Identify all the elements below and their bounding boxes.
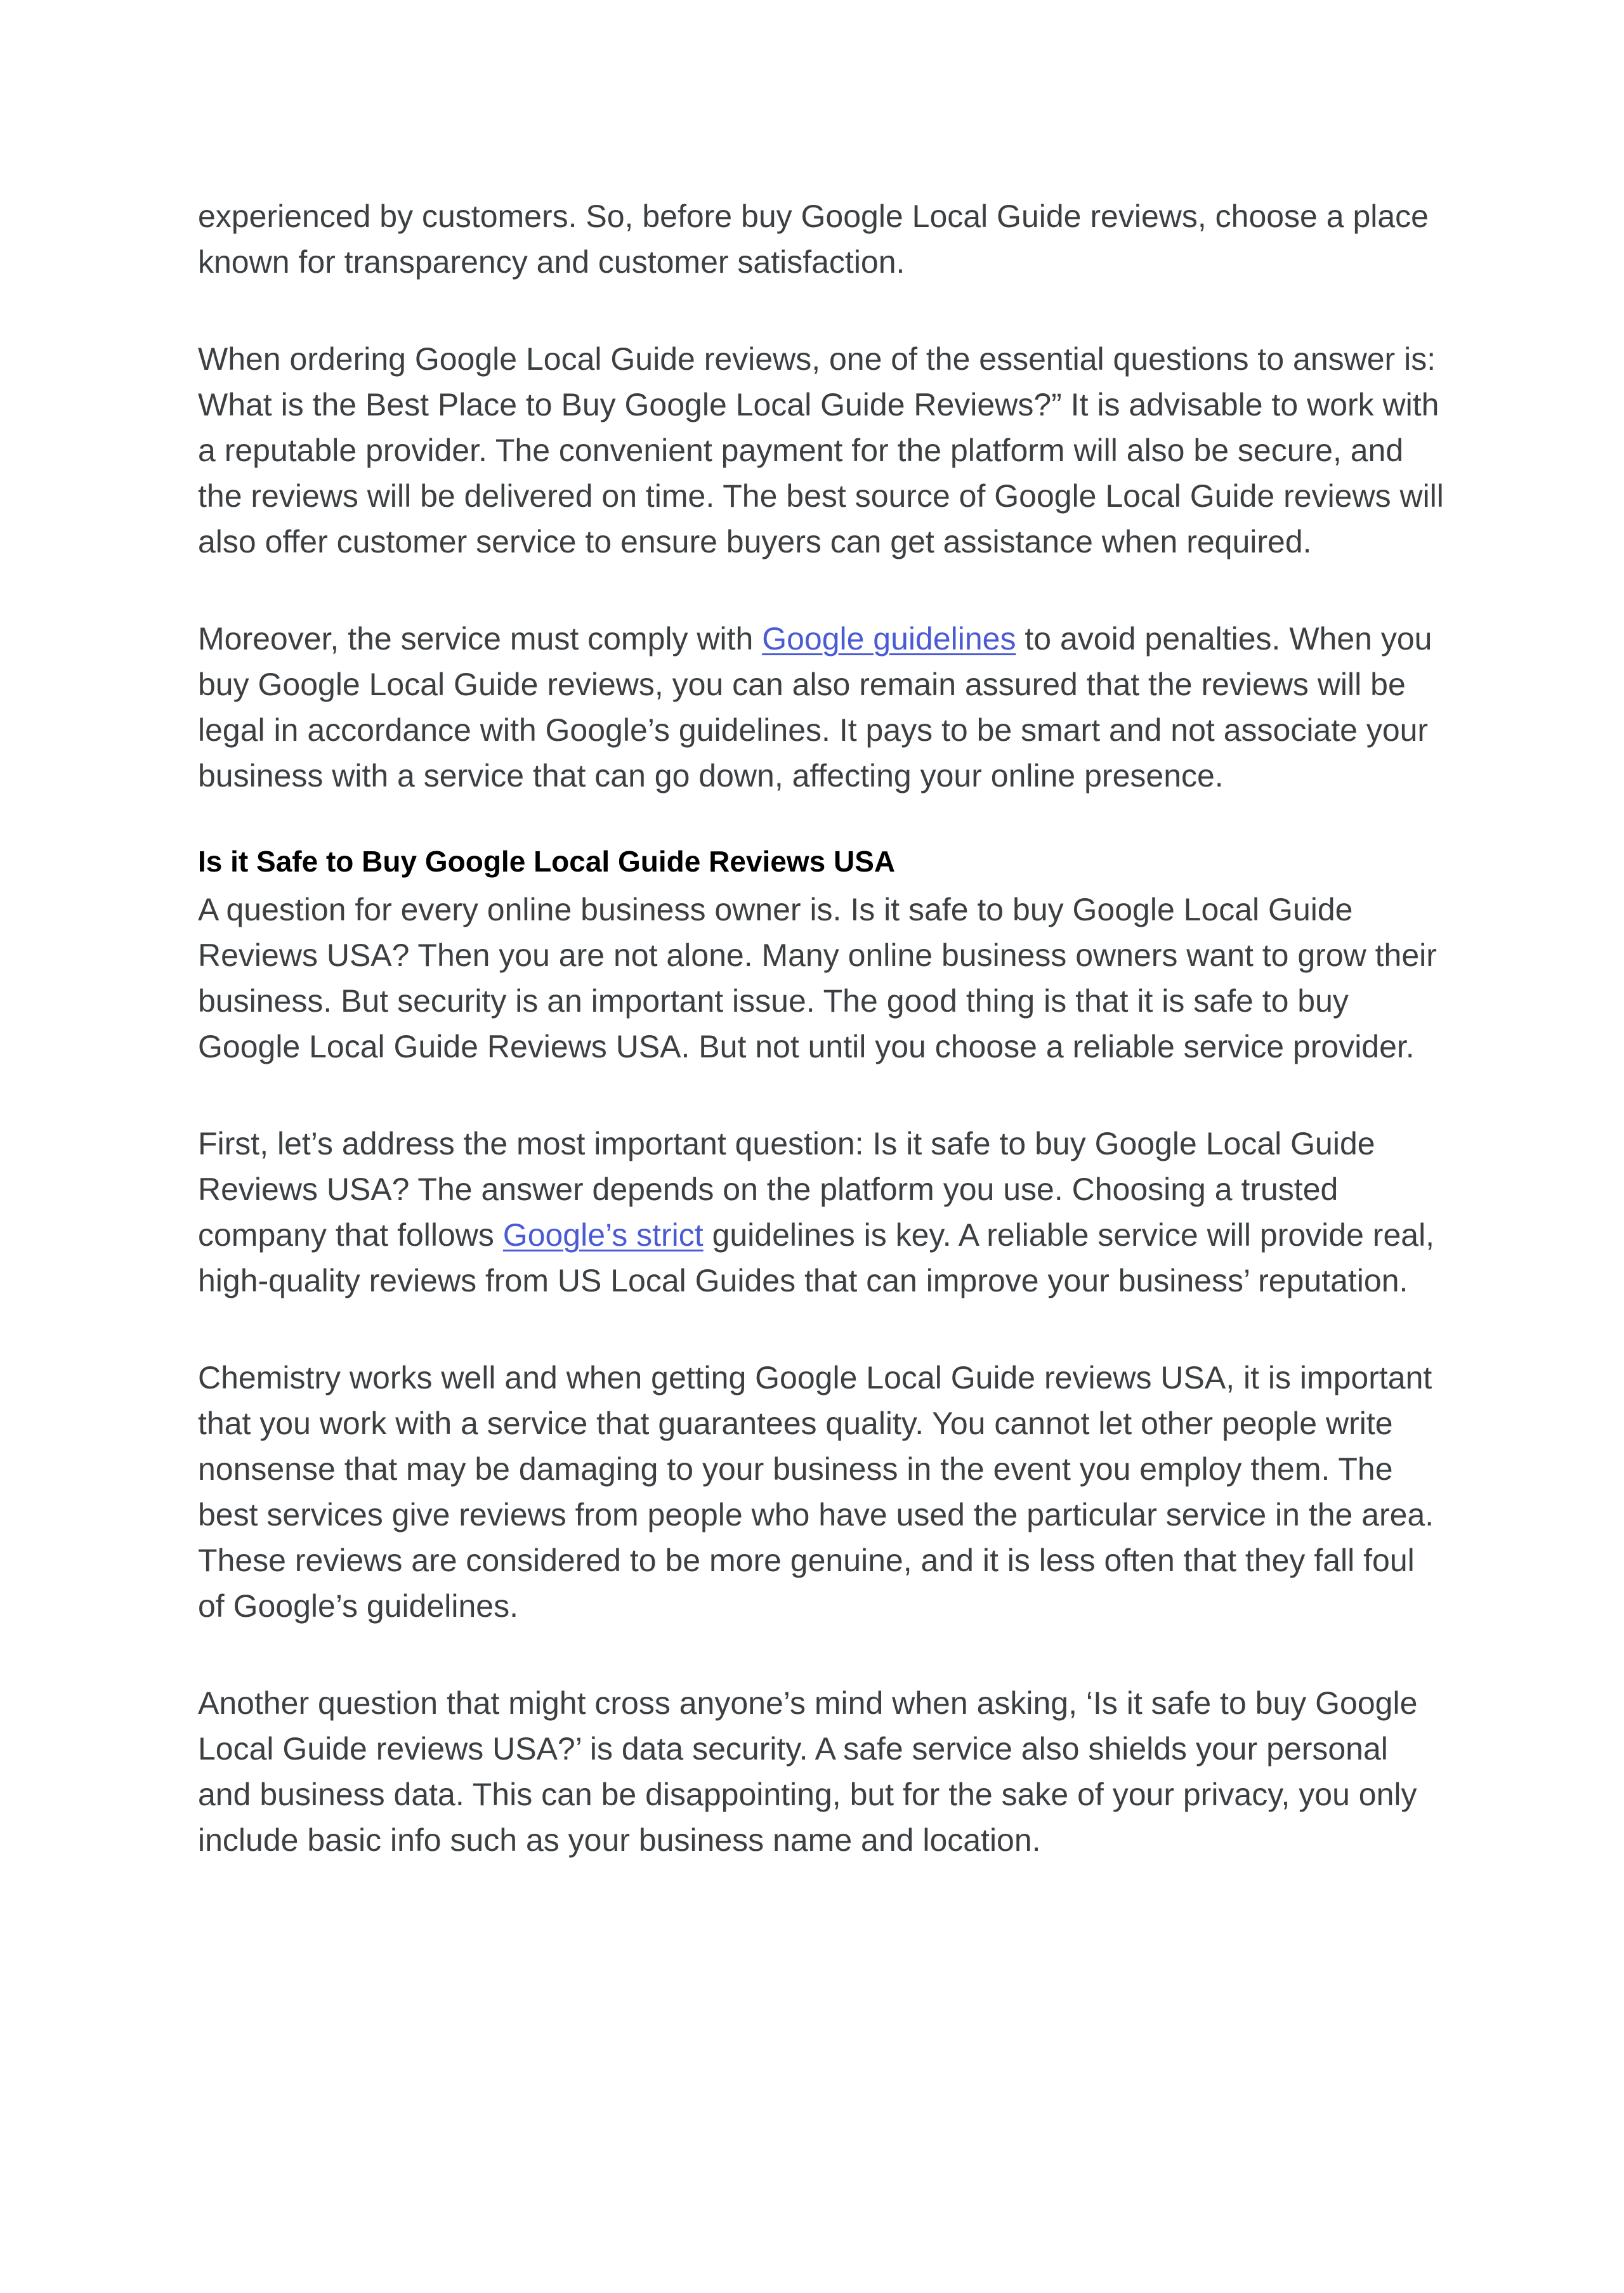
- paragraph-best-place: When ordering Google Local Guide reviews, one of the essential questions to answer is: What is the Best Place to Buy Google Local Guide Reviews?” It is advisable to work with a reputable provider. The convenient payment for the platform will also be secure, and the reviews will be delivered on time. The best source of Google Local Guide reviews will also offer customer service to ensure buyers can get assistance when required.: [198, 341, 1444, 559]
- paragraph-trusted-company: [198, 1121, 1448, 1303]
- paragraph-quality: Chemistry works well and when getting Google Local Guide reviews USA, it is important that you work with a service that guarantees quality. You cannot let other people write nonsense that may be damaging to your business in the event you employ them. The best services give reviews from people who have used the particular service in the area. These reviews are considered to be more genuine, and it is less often that they fall foul of Google’s guidelines.: [198, 1360, 1434, 1624]
- googles-strict-link[interactable]: Google’s strict: [502, 1217, 704, 1253]
- section-heading-safety: Is it Safe to Buy Google Local Guide Reviews USA: [198, 845, 896, 878]
- google-guidelines-link[interactable]: Google guidelines: [762, 621, 1016, 657]
- paragraph-guidelines-text-end: to avoid penalties. When you buy Google Local Guide reviews, you can also remain assured that the reviews will be legal in accordance with Google’s guidelines. It pays to be smart and not associate your business with a service that can go down, affecting your online presence.: [198, 621, 1432, 794]
- paragraph-trusted-company-text-start: First, let’s address the most important question: Is it safe to buy Google Local Guide Reviews USA? The answer depends on the platform you use. Choosing a trusted company that follows: [198, 1126, 1375, 1253]
- document-page: [198, 193, 1448, 1914]
- paragraph-guidelines: [198, 616, 1448, 799]
- paragraph-safety-question: A question for every online business owner is. Is it safe to buy Google Local Guide Reviews USA? Then you are not alone. Many online business owners want to grow their business. But security is an important issue. The good thing is that it is safe to buy Google Local Guide Reviews USA. But not until you choose a reliable service provider.: [198, 892, 1437, 1064]
- paragraph-guidelines-text-start: Moreover, the service must comply with: [198, 621, 763, 657]
- paragraph-intro-continuation: experienced by customers. So, before buy Google Local Guide reviews, choose a place known for transparency and customer satisfaction.: [198, 199, 1429, 280]
- paragraph-data-security: Another question that might cross anyone’s mind when asking, ‘Is it safe to buy Google Local Guide reviews USA?’ is data security. A safe service also shields your personal and business data. This can be disappointing, but for the sake of your privacy, you only include basic info such as your business name and location.: [198, 1685, 1418, 1858]
- paragraph-trusted-company-text-end: guidelines is key. A reliable service will provide real, high-quality reviews from US Local Guides that can improve your business’ reputation.: [198, 1217, 1435, 1298]
